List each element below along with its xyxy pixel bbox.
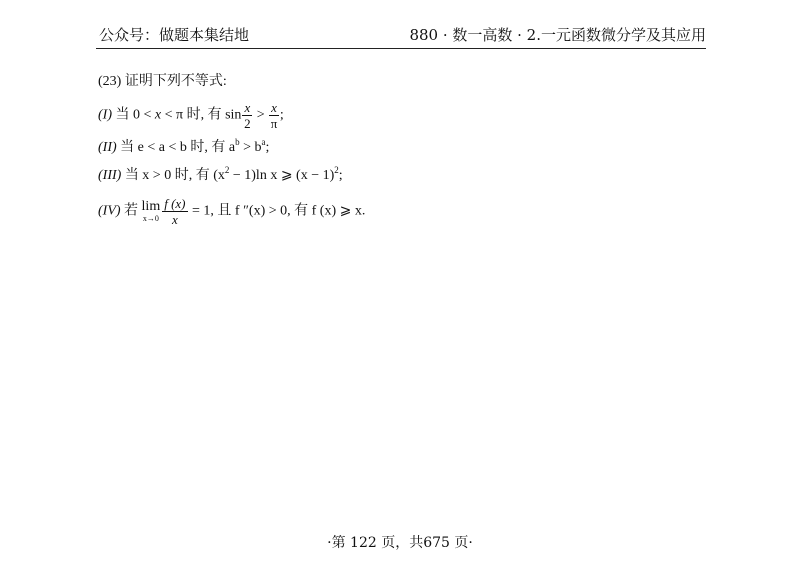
part-1-frac-den: 2 xyxy=(244,116,251,131)
part-4-fraction xyxy=(162,196,187,227)
part-2-end: ; xyxy=(265,140,270,155)
part-3 xyxy=(98,166,343,186)
part-1-frac2-num: x xyxy=(271,100,277,115)
part-1-frac-num: x xyxy=(244,100,251,115)
part-1-var: x xyxy=(154,107,162,123)
part-1-end: ; xyxy=(279,107,284,123)
part-3-label: (III) xyxy=(98,168,122,183)
problem-stem-line xyxy=(98,72,227,92)
problem-number: (23) xyxy=(98,74,122,89)
part-1-label: (I) xyxy=(98,107,112,123)
part-2 xyxy=(98,138,269,158)
part-2-text: 当 e < a < b 时, 有 a xyxy=(120,140,236,155)
page-footer: ·第 122 页，共675 页· xyxy=(327,535,473,551)
part-3-sup-2: 2 xyxy=(334,165,339,175)
part-4-lim-word: lim xyxy=(141,199,161,214)
part-3-end: ; xyxy=(338,168,343,183)
part-4-frac-den: x xyxy=(171,212,178,227)
header-right-text: 880 · 数一高数 · 2.一元函数微分学及其应用 xyxy=(409,26,706,44)
part-4 xyxy=(98,196,365,227)
part-3-mid: − 1)ln x ⩾ (x − 1) xyxy=(229,168,335,183)
problem-stem: 证明下列不等式: xyxy=(124,74,227,89)
part-1-frac2-den: π xyxy=(270,116,278,131)
part-1-pre: 当 0 < xyxy=(115,107,155,123)
part-1-mid: < π 时, 有 sin xyxy=(161,107,242,123)
part-2-sup-2: a xyxy=(261,137,266,147)
part-4-lim-sub: x→0 xyxy=(142,214,159,223)
part-1-gt: > xyxy=(253,107,269,123)
page-header xyxy=(96,22,706,49)
part-2-mid: > b xyxy=(239,140,262,155)
part-2-label: (II) xyxy=(98,140,117,155)
part-4-frac-num: f (x) xyxy=(164,196,186,211)
part-4-limit xyxy=(142,200,161,223)
part-1-fraction-2 xyxy=(269,100,279,131)
part-4-label: (IV) xyxy=(98,203,121,219)
header-left-text: 公众号：做题本集结地 xyxy=(99,26,250,44)
part-3-sup-1: 2 xyxy=(224,165,230,175)
part-1 xyxy=(98,100,284,131)
part-2-sup-1: b xyxy=(235,137,240,147)
part-4-text: = 1, 且 f ″(x) > 0, 有 f (x) ⩾ x. xyxy=(188,203,366,219)
part-3-text: 当 x > 0 时, 有 (x xyxy=(124,168,225,183)
part-1-fraction xyxy=(242,100,252,131)
part-4-pre: 若 xyxy=(124,203,142,219)
